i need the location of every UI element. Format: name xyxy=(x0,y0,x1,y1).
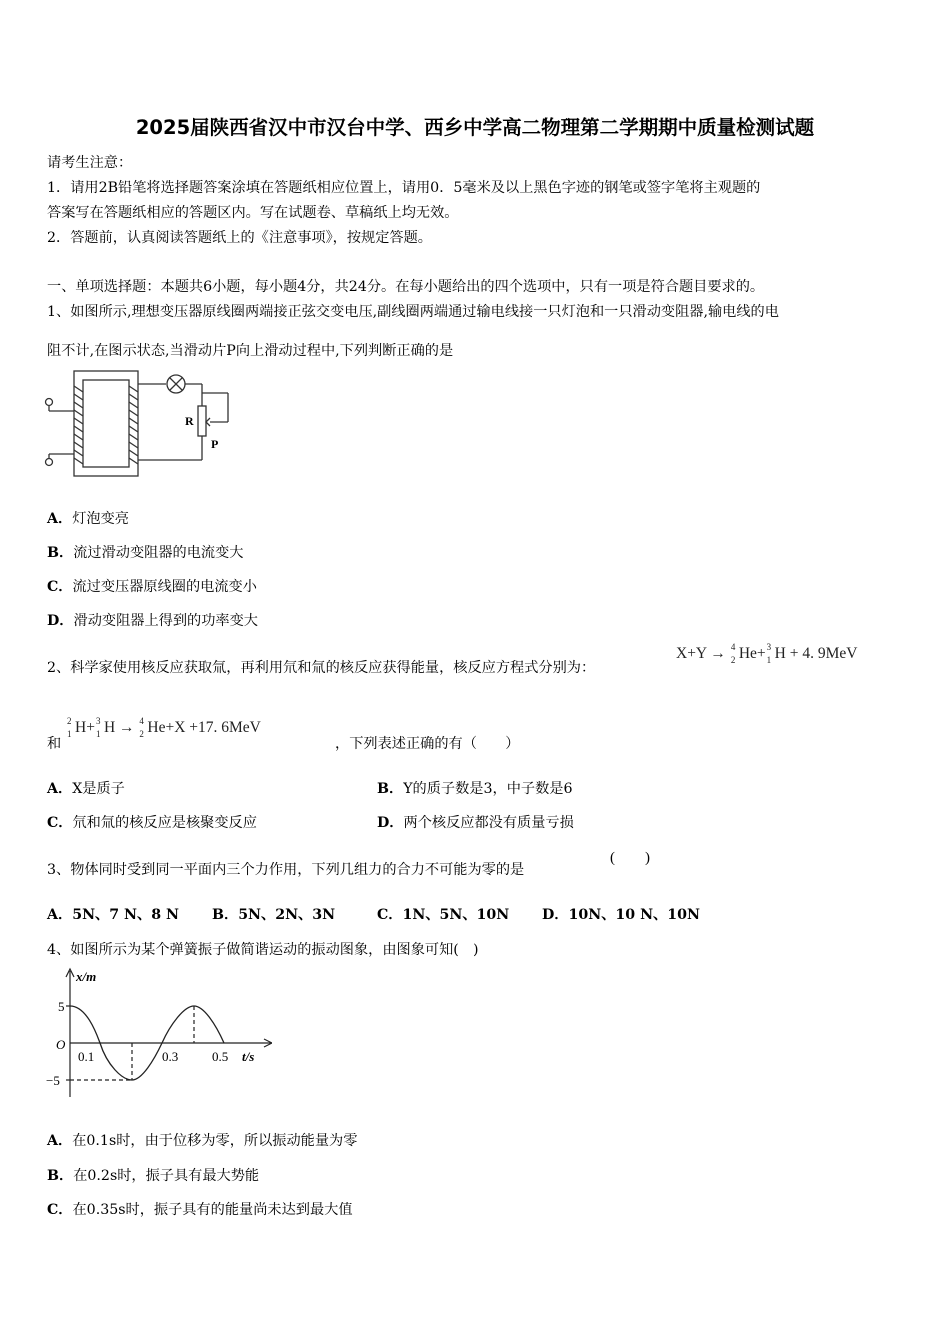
option-text: X是质子 xyxy=(72,781,125,797)
option-letter: C． xyxy=(47,579,73,595)
q3-stem: 3、物体同时受到同一平面内三个力作用，下列几组力的合力不可能为零的是 xyxy=(47,862,525,878)
q3-option-d xyxy=(542,904,700,924)
x-tick-0-1: 0.1 xyxy=(78,1049,95,1064)
origin-label: O xyxy=(56,1037,66,1052)
option-text: 两个核反应都没有质量亏损 xyxy=(403,815,574,831)
q4-option-a xyxy=(47,1130,357,1150)
option-text: 5N、7 N、8 N xyxy=(72,907,179,923)
notice-item-1-line-2: 答案写在答题纸相应的答题区内。写在试题卷、草稿纸上均无效。 xyxy=(47,205,459,221)
charge-number: 1 xyxy=(766,655,772,666)
eq-text: He+X +17. 6MeV xyxy=(147,719,261,736)
option-text: 10N、10 N、10N xyxy=(568,907,700,923)
transformer-circuit-figure xyxy=(40,362,250,487)
eq-text: X+Y → xyxy=(676,645,726,662)
option-text: Y的质子数是3，中子数是6 xyxy=(403,781,573,797)
mass-number: 2 xyxy=(67,716,72,727)
q4-option-b xyxy=(47,1165,259,1185)
charge-number: 2 xyxy=(139,729,144,740)
option-letter: A． xyxy=(47,511,73,527)
notice-item-1-line-1: 1．请用2B铅笔将选择题答案涂填在答题纸相应位置上，请用0．5毫米及以上黑色字迹的钢笔或签字笔将主观题的 xyxy=(47,180,761,196)
q2-tail: ，下列表述正确的有（ ） xyxy=(335,736,520,752)
oscillation-graph xyxy=(42,965,272,1105)
option-letter: A． xyxy=(47,781,73,797)
mass-number: 3 xyxy=(95,716,101,727)
q4-stem: 4、如图所示为某个弹簧振子做简谐运动的振动图象，由图象可知( ) xyxy=(47,942,479,958)
option-text: 在0.1s时，由于位移为零，所以振动能量为零 xyxy=(72,1133,358,1149)
option-text: 滑动变阻器上得到的功率变大 xyxy=(73,613,258,629)
y-axis-label: x/m xyxy=(76,969,97,984)
option-text: 流过变压器原线圈的电流变小 xyxy=(72,579,257,595)
q2-equation-1 xyxy=(676,642,858,666)
q1-option-a xyxy=(47,508,129,528)
charge-number: 1 xyxy=(67,729,72,740)
option-letter: B． xyxy=(47,545,74,561)
q1-option-d xyxy=(47,610,258,630)
q3-option-c xyxy=(377,904,509,924)
q2-connector: 和 xyxy=(47,736,62,752)
y-tick-neg5: −5 xyxy=(46,1073,60,1088)
page-title: 2025届陕西省汉中市汉台中学、西乡中学高二物理第二学期期中质量检测试题 xyxy=(135,116,815,139)
section-heading: 一、单项选择题：本题共6小题，每小题4分，共24分。在每小题给出的四个选项中，只有一项是符合题目要求的。 xyxy=(47,279,765,295)
q1-stem-line-2: 阻不计,在图示状态,当滑动片P向上滑动过程中,下列判断正确的是 xyxy=(47,343,454,359)
q2-option-b xyxy=(377,778,572,798)
option-letter: C． xyxy=(377,907,403,923)
q1-stem-line-1: 1、如图所示,理想变压器原线圈两端接正弦交变电压,副线圈两端通过输电线接一只灯泡和一只滑动变阻器,输电线的电 xyxy=(47,304,779,320)
option-text: 在0.35s时，振子具有的能量尚未达到最大值 xyxy=(72,1202,353,1218)
option-letter: C． xyxy=(47,815,73,831)
option-letter: B． xyxy=(377,781,404,797)
x-tick-0-3: 0.3 xyxy=(162,1049,179,1064)
charge-number: 1 xyxy=(95,729,101,740)
notice-heading: 请考生注意： xyxy=(47,155,133,171)
option-letter: A． xyxy=(47,1133,73,1149)
q2-stem: 2、科学家使用核反应获取氚，再利用氘和氚的核反应获得能量，核反应方程式分别为： xyxy=(47,660,596,676)
option-text: 灯泡变亮 xyxy=(72,511,129,527)
mass-number: 4 xyxy=(730,642,736,653)
charge-number: 2 xyxy=(730,655,736,666)
q1-option-b xyxy=(47,542,243,562)
option-letter: D． xyxy=(47,613,74,629)
eq-text: H+ xyxy=(75,719,95,736)
q3-answer-paren: ( ) xyxy=(610,850,650,866)
option-text: 流过滑动变阻器的电流变大 xyxy=(73,545,244,561)
q4-option-c xyxy=(47,1199,353,1219)
option-letter: D． xyxy=(542,907,569,923)
q3-option-b xyxy=(212,904,335,924)
slider-label: P xyxy=(211,437,219,451)
option-letter: C． xyxy=(47,1202,73,1218)
q2-option-a xyxy=(47,778,125,798)
option-letter: A． xyxy=(47,907,73,923)
option-letter: D． xyxy=(377,815,404,831)
q2-equation-2 xyxy=(66,716,261,740)
q1-option-c xyxy=(47,576,257,596)
q2-option-c xyxy=(47,812,257,832)
q2-option-d xyxy=(377,812,574,832)
mass-number: 4 xyxy=(139,716,144,727)
eq-text: H + 4. 9MeV xyxy=(774,645,858,662)
notice-item-2: 2．答题前，认真阅读答题纸上的《注意事项》，按规定答题。 xyxy=(47,230,432,246)
x-tick-0-5: 0.5 xyxy=(212,1049,229,1064)
y-tick-5: 5 xyxy=(58,999,65,1014)
eq-text: H → xyxy=(103,719,135,736)
option-text: 在0.2s时，振子具有最大势能 xyxy=(73,1168,260,1184)
mass-number: 3 xyxy=(766,642,772,653)
option-letter: B． xyxy=(212,907,239,923)
resistor-label: R xyxy=(185,414,194,428)
eq-text: He+ xyxy=(738,645,766,662)
option-text: 5N、2N、3N xyxy=(238,907,336,923)
option-text: 氘和氚的核反应是核聚变反应 xyxy=(72,815,257,831)
option-text: 1N、5N、10N xyxy=(402,907,510,923)
option-letter: B． xyxy=(47,1168,74,1184)
x-axis-label: t/s xyxy=(242,1049,255,1064)
q3-option-a xyxy=(47,904,179,924)
